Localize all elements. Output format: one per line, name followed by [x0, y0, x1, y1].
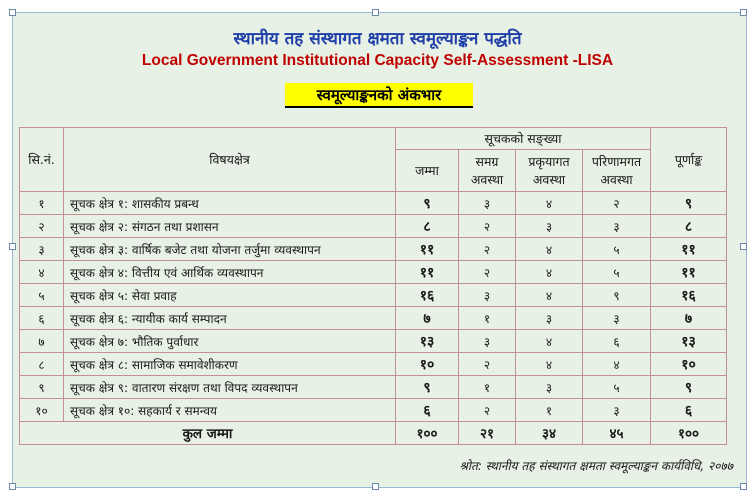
totals-overall: २१ [459, 422, 516, 445]
score-table [19, 127, 727, 445]
cell-serial: ९ [20, 376, 64, 399]
cell-full-marks: ९ [651, 192, 727, 215]
cell-area: सूचक क्षेत्र १०: सहकार्य र समन्वय [64, 399, 396, 422]
cell-full-marks: ८ [651, 215, 727, 238]
cell-overall: ३ [459, 192, 516, 215]
cell-overall: २ [459, 399, 516, 422]
table-row [20, 307, 727, 330]
cell-result: ५ [583, 376, 651, 399]
cell-area: सूचक क्षेत्र ८: सामाजिक समावेशीकरण [64, 353, 396, 376]
table-row [20, 330, 727, 353]
table-row [20, 399, 727, 422]
cell-total: १६ [396, 284, 459, 307]
cell-serial: १० [20, 399, 64, 422]
cell-area: सूचक क्षेत्र ६: न्यायीक कार्य सम्पादन [64, 307, 396, 330]
resize-handle-bottom-left[interactable] [9, 483, 16, 490]
cell-full-marks: ११ [651, 261, 727, 284]
subtitle-highlight: स्वमूल्याङ्कनको अंकभार [285, 83, 473, 108]
resize-handle-top-left[interactable] [9, 9, 16, 16]
cell-serial: १ [20, 192, 64, 215]
cell-overall: २ [459, 353, 516, 376]
cell-process: ४ [516, 192, 583, 215]
cell-total: ११ [396, 238, 459, 261]
cell-overall: २ [459, 261, 516, 284]
cell-result: ९ [583, 284, 651, 307]
cell-full-marks: १० [651, 353, 727, 376]
cell-serial: ८ [20, 353, 64, 376]
cell-process: ३ [516, 215, 583, 238]
cell-process: ४ [516, 353, 583, 376]
cell-result: ३ [583, 215, 651, 238]
cell-serial: २ [20, 215, 64, 238]
cell-overall: १ [459, 376, 516, 399]
cell-process: ४ [516, 330, 583, 353]
resize-handle-top-right[interactable] [740, 9, 747, 16]
table-row [20, 238, 727, 261]
cell-full-marks: ७ [651, 307, 727, 330]
table-row [20, 215, 727, 238]
cell-result: ५ [583, 238, 651, 261]
cell-area: सूचक क्षेत्र ३: वार्षिक बजेट तथा योजना तर्जुमा व्यवस्थापन [64, 238, 396, 261]
cell-process: १ [516, 399, 583, 422]
resize-handle-bottom-right[interactable] [740, 483, 747, 490]
cell-full-marks: ९ [651, 376, 727, 399]
header-total: जम्मा [396, 150, 459, 192]
cell-total: ९ [396, 192, 459, 215]
resize-handle-bottom-center[interactable] [372, 483, 379, 490]
cell-overall: ३ [459, 330, 516, 353]
cell-full-marks: ६ [651, 399, 727, 422]
cell-total: ९ [396, 376, 459, 399]
cell-result: ३ [583, 399, 651, 422]
cell-result: ३ [583, 307, 651, 330]
cell-full-marks: १३ [651, 330, 727, 353]
header-result: परिणामगत अवस्था [583, 150, 651, 192]
title-nepali: स्थानीय तह संस्थागत क्षमता स्वमूल्याङ्कन पद्धति [233, 29, 522, 49]
totals-row [20, 422, 727, 445]
cell-total: ७ [396, 307, 459, 330]
cell-serial: ३ [20, 238, 64, 261]
cell-serial: ६ [20, 307, 64, 330]
header-overall: समग्र अवस्था [459, 150, 516, 192]
cell-full-marks: १६ [651, 284, 727, 307]
table-row [20, 192, 727, 215]
cell-result: ४ [583, 353, 651, 376]
totals-total: १०० [396, 422, 459, 445]
resize-handle-middle-right[interactable] [740, 243, 747, 250]
cell-process: ४ [516, 284, 583, 307]
cell-full-marks: ११ [651, 238, 727, 261]
cell-process: ३ [516, 376, 583, 399]
cell-total: ११ [396, 261, 459, 284]
header-full-marks: पूर्णाङ्क [651, 128, 727, 192]
table-row [20, 261, 727, 284]
cell-result: २ [583, 192, 651, 215]
cell-overall: ३ [459, 284, 516, 307]
totals-label: कुल जम्मा [20, 422, 396, 445]
cell-total: ६ [396, 399, 459, 422]
cell-serial: ५ [20, 284, 64, 307]
cell-area: सूचक क्षेत्र २: संगठन तथा प्रशासन [64, 215, 396, 238]
cell-serial: ४ [20, 261, 64, 284]
title-english: Local Government Institutional Capacity Self-Assessment -LISA [141, 52, 614, 69]
cell-overall: २ [459, 238, 516, 261]
table-row [20, 376, 727, 399]
cell-overall: २ [459, 215, 516, 238]
cell-result: ६ [583, 330, 651, 353]
cell-process: ३ [516, 307, 583, 330]
cell-process: ४ [516, 261, 583, 284]
cell-overall: १ [459, 307, 516, 330]
table-row [20, 284, 727, 307]
cell-area: सूचक क्षेत्र ५: सेवा प्रवाह [64, 284, 396, 307]
header-serial: सि.नं. [20, 128, 64, 192]
totals-full-marks: १०० [651, 422, 727, 445]
cell-area: सूचक क्षेत्र ७: भौतिक पुर्वाधार [64, 330, 396, 353]
cell-total: ८ [396, 215, 459, 238]
cell-area: सूचक क्षेत्र १: शासकीय प्रबन्ध [64, 192, 396, 215]
cell-total: १३ [396, 330, 459, 353]
cell-area: सूचक क्षेत्र ४: वित्तीय एवं आर्थिक व्यवस्थापन [64, 261, 396, 284]
cell-area: सूचक क्षेत्र ९: वातारण संरक्षण तथा विपद व्यवस्थापन [64, 376, 396, 399]
totals-process: ३४ [516, 422, 583, 445]
resize-handle-top-center[interactable] [372, 9, 379, 16]
header-area: विषयक्षेत्र [64, 128, 396, 192]
totals-result: ४५ [583, 422, 651, 445]
cell-process: ४ [516, 238, 583, 261]
resize-handle-middle-left[interactable] [9, 243, 16, 250]
score-table-container [19, 127, 726, 445]
source-note: श्रोत: स्थानीय तह संस्थागत क्षमता स्वमूल्याङ्कन कार्यविधि, २०७७ [459, 459, 733, 473]
header-indicator-count: सूचकको सङ्ख्या [396, 128, 651, 150]
cell-serial: ७ [20, 330, 64, 353]
table-row [20, 353, 727, 376]
cell-result: ५ [583, 261, 651, 284]
cell-total: १० [396, 353, 459, 376]
header-process: प्रकृयागत अवस्था [516, 150, 583, 192]
